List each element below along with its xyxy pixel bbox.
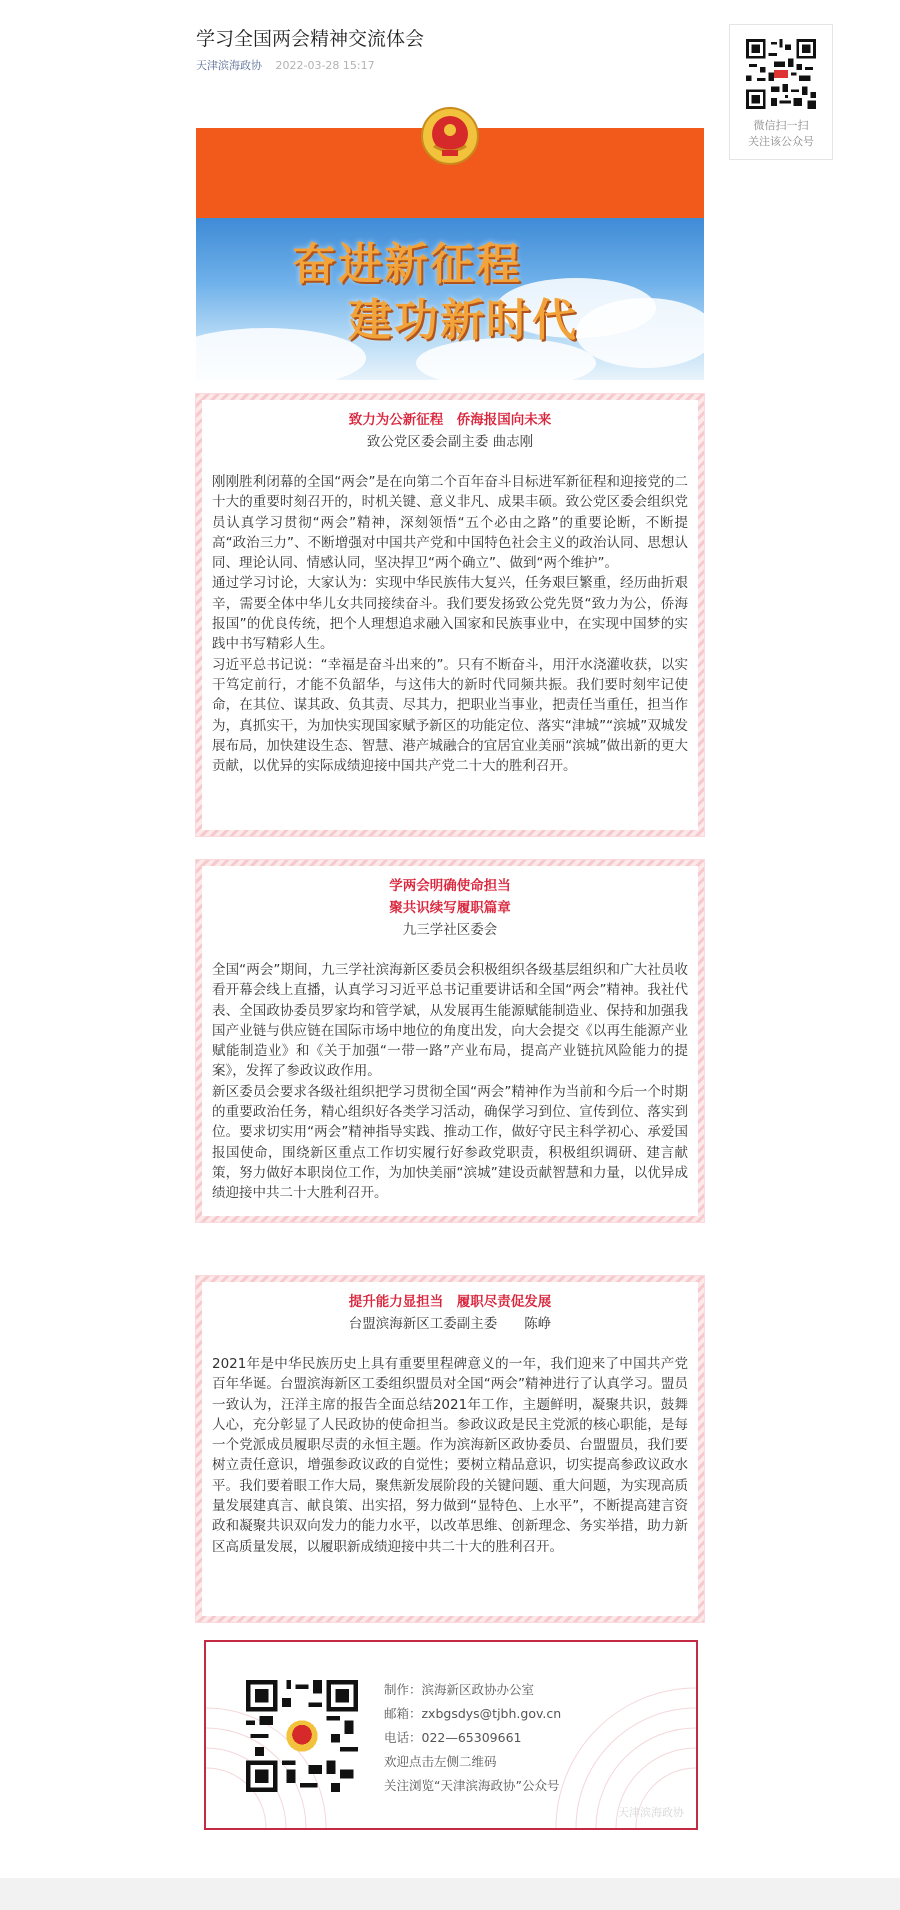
footer-producer: 制作：滨海新区政协办公室 xyxy=(384,1682,535,1697)
section-1-body xyxy=(212,472,688,776)
footer-email: 邮箱：zxbgsdys@tjbh.gov.cn xyxy=(384,1706,562,1721)
account-link[interactable]: 天津滨海政协 xyxy=(196,59,262,72)
cloud xyxy=(196,328,366,380)
section-3-heading: 提升能力显担当 履职尽责促发展 xyxy=(348,1294,552,1310)
section-2-heading-1: 学两会明确使命担当 xyxy=(389,878,511,894)
qr-code-icon xyxy=(746,39,816,109)
section-2-body xyxy=(212,960,688,1204)
paragraph: 新区委员会要求各级社组织把学习贯彻全国“两会”精神作为当前和今后一个时期的重要政治任务，精心组织好各类学习活动，确保学习到位、宣传到位、落实到位。要求切实用“两会”精神指导实践、推动工作，做好守民主科学初心、承爱国报国使命，围绕新区重点工作切实履行好参政党职责，积极组织调研、建言献策，努力做好本职岗位工作，为加快美丽“滨城”建设贡献智慧和力量，以优异成绩迎接中共二十大胜利召开。 xyxy=(212,1083,688,1202)
paragraph: 刚刚胜利闭幕的全国“两会”是在向第二个百年奋斗目标进军新征程和迎接党的二十大的重要时刻召开的，时机关键、意义非凡、成果丰硕。致公党区委会组织党员认真学习贯彻“两会”精神，深刻领悟“五个必由之路”的重要论断，不断提高“政治三力”、不断增强对中国共产党和中国特色社会主义的政治认同、思想认同、理论认同、情感认同，坚决捍卫“两个确立”、做到“两个维护”。 xyxy=(212,474,688,572)
banner-slogan-2: 建功新时代 xyxy=(348,295,578,346)
footer-phone: 电话：022—65309661 xyxy=(384,1730,522,1745)
section-1-author: 致公党区委会副主委 曲志刚 xyxy=(366,434,534,450)
footer-info xyxy=(384,1678,561,1798)
section-2-heading-2: 聚共识续写履职篇章 xyxy=(389,900,511,916)
paragraph: 2021年是中华民族历史上具有重要里程碑意义的一年，我们迎来了中国共产党百年华诞。台盟滨海新区工委组织盟员对全国“两会”精神进行了认真学习。盟员一致认为，汪洋主席的报告全面总结2021年工作，主题鲜明，凝聚共识，鼓舞人心，充分彰显了人民政协的使命担当。参政议政是民主党派的核心职能，是每一个党派成员履职尽责的永恒主题。作为滨海新区政协委员、台盟盟员，我们要树立责任意识，增强参政议政的自觉性；要树立精品意识，切实提高参政议政水平。我们要着眼工作大局，聚焦新发展阶段的关键问题、重大问题，为实现高质量发展建真言、献良策、出实招，努力做到“显特色、上水平”，不断提高建言资政和凝聚共识双向发力的能力水平，以改革思维、创新理念、务实举措，助力新区高质量发展，以履职新成绩迎接中共二十大的胜利召开。 xyxy=(212,1356,688,1555)
banner-slogan-1: 奋进新征程 xyxy=(292,239,522,290)
section-1-heading: 致力为公新征程 侨海报国向未来 xyxy=(348,412,552,428)
section-3-author: 台盟滨海新区工委副主委 陈峥 xyxy=(348,1316,552,1332)
paragraph: 全国“两会”期间，九三学社滨海新区委员会积极组织各级基层组织和广大社员收看开幕会线上直播，认真学习习近平总书记重要讲话和全国“两会”精神。我社代表、全国政协委员罗家均和管学斌，从发展再生能源赋能制造业、保持和加强我国产业链与供应链在国际市场中地位的角度出发，向大会提交《以再生能源产业赋能制造业》和《关于加强“一带一路”产业布局，提高产业链抗风险能力的提案》，发挥了参政议政作用。 xyxy=(212,962,688,1080)
paragraph: 通过学习讨论，大家认为：实现中华民族伟大复兴，任务艰巨繁重，经历曲折艰辛，需要全体中华儿女共同接续奋斗。我们要发扬致公党先贤“致力为公，侨海报国”的优良传统，把个人理想追求融入国家和民族事业中，在实现中国梦的实践中书写精彩人生。 xyxy=(212,575,688,653)
footer-contact-card xyxy=(204,1640,698,1830)
qr-caption-1: 微信扫一扫 xyxy=(753,119,809,132)
qr-caption-2: 关注该公众号 xyxy=(748,135,814,148)
banner-image xyxy=(196,106,704,380)
section-3-body xyxy=(212,1354,688,1557)
section-card-3 xyxy=(196,1276,704,1622)
follow-qr-panel[interactable] xyxy=(729,24,833,160)
qr-code-icon[interactable] xyxy=(246,1680,358,1792)
section-card-1 xyxy=(196,394,704,836)
article-meta xyxy=(196,57,375,73)
section-2-author: 九三学社区委会 xyxy=(402,922,498,938)
article-title: 学习全国两会精神交流体会 xyxy=(196,28,425,50)
footer-hint-1: 欢迎点击左侧二维码 xyxy=(384,1754,497,1769)
footer-hint-2: 关注浏览“天津滨海政协”公众号 xyxy=(384,1778,560,1793)
cloud xyxy=(576,298,704,368)
footer-watermark: 天津滨海政协 xyxy=(618,1806,684,1819)
publish-time: 2022-03-28 15:17 xyxy=(275,59,375,72)
cppcc-emblem-icon xyxy=(420,106,480,166)
section-card-2 xyxy=(196,860,704,1222)
bottom-bar xyxy=(0,1878,900,1910)
paragraph: 习近平总书记说：“幸福是奋斗出来的”。只有不断奋斗，用汗水浇灌收获，以实干笃定前行，才能不负韶华，与这伟大的新时代同频共振。我们要时刻牢记使命，在其位、谋其政、负其责、尽其力，把职业当事业，把责任当重任，担当作为，真抓实干，为加快实现国家赋予新区的功能定位、落实“津城”“滨城”双城发展布局，加快建设生态、智慧、港产城融合的宜居宜业美丽“滨城”做出新的更大贡献，以优异的实际成绩迎接中国共产党二十大的胜利召开。 xyxy=(212,656,688,775)
